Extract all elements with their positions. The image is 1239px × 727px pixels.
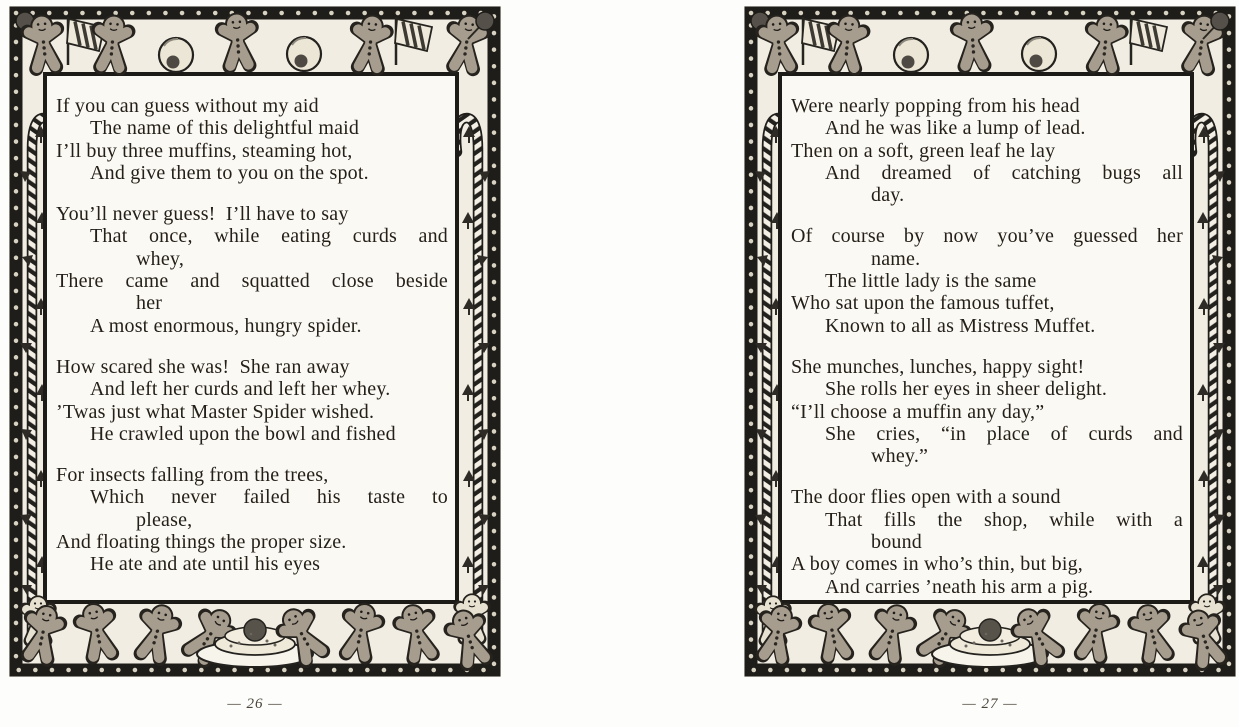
right-page-text-panel (780, 74, 1192, 602)
poem-line: Who sat upon the famous tuffet, (791, 292, 1055, 315)
poem-line: She cries, “in place of curds and (825, 422, 1183, 445)
poem-line: And floating things the proper size. (56, 531, 347, 554)
poem-line: “I’ll choose a muffin any day,” (791, 400, 1045, 423)
poem-line: The name of this delightful maid (90, 117, 360, 140)
poem-line: Were nearly popping from his head (791, 95, 1080, 117)
left-page-text-panel (45, 74, 457, 602)
poem-line: And dreamed of catching bugs all (825, 161, 1183, 184)
stanza (56, 464, 448, 575)
poem-line: For insects falling from the trees, (56, 464, 329, 487)
poem-line: her (136, 292, 163, 315)
stanza (56, 95, 448, 184)
poem-line: That fills the shop, while with a (825, 508, 1183, 531)
poem-line: whey, (136, 247, 185, 270)
poem-line: bound (871, 531, 922, 554)
poem-line: There came and squatted close beside (56, 270, 448, 293)
poem-line: day. (871, 184, 905, 207)
poem-line: A boy comes in who’s thin, but big, (791, 553, 1083, 576)
poem-line: Known to all as Mistress Muffet. (825, 314, 1096, 337)
poem-line: Which never failed his taste to (90, 486, 448, 509)
poem-line: He ate and ate until his eyes (90, 553, 321, 576)
poem-line: The little lady is the same (825, 270, 1037, 293)
poem-line: She rolls her eyes in sheer delight. (825, 378, 1108, 401)
left-page (8, 5, 502, 712)
right-page (743, 5, 1237, 712)
poem-line: Of course by now you’ve guessed her (791, 225, 1183, 248)
poem-line: She munches, lunches, happy sight! (791, 355, 1085, 378)
stanza (791, 95, 1183, 206)
poem-line: And give them to you on the spot. (90, 161, 369, 184)
stanza (791, 356, 1183, 467)
left-page-number: — 26 — (227, 696, 283, 712)
poem-line: That once, while eating curds and (90, 225, 448, 248)
poem-line: please, (136, 508, 193, 531)
poem-line: name. (871, 247, 921, 270)
right-page-number: — 27 — (962, 696, 1018, 712)
stanza (791, 225, 1183, 336)
poem-line: And left her curds and left her whey. (90, 378, 391, 401)
poem-line: Then on a soft, green leaf he lay (791, 139, 1056, 162)
poem-line: You’ll never guess! I’ll have to say (56, 203, 349, 226)
stanza (56, 203, 448, 337)
poem-line: A most enormous, hungry spider. (90, 314, 362, 337)
poem-line: I’ll buy three muffins, steaming hot, (56, 139, 353, 162)
poem-line: He crawled upon the bowl and fished (90, 422, 396, 445)
poem-line: whey.” (871, 445, 929, 468)
poem-line: And he was like a lump of lead. (825, 117, 1086, 140)
poem-line: The door flies open with a sound (791, 486, 1061, 509)
poem-line: How scared she was! She ran away (56, 355, 350, 378)
poem-line: ’Twas just what Master Spider wished. (56, 400, 375, 423)
poem-line: And carries ’neath his arm a pig. (825, 575, 1094, 598)
stanza (56, 356, 448, 445)
stanza (791, 486, 1183, 597)
poem-line: If you can guess without my aid (56, 95, 319, 117)
